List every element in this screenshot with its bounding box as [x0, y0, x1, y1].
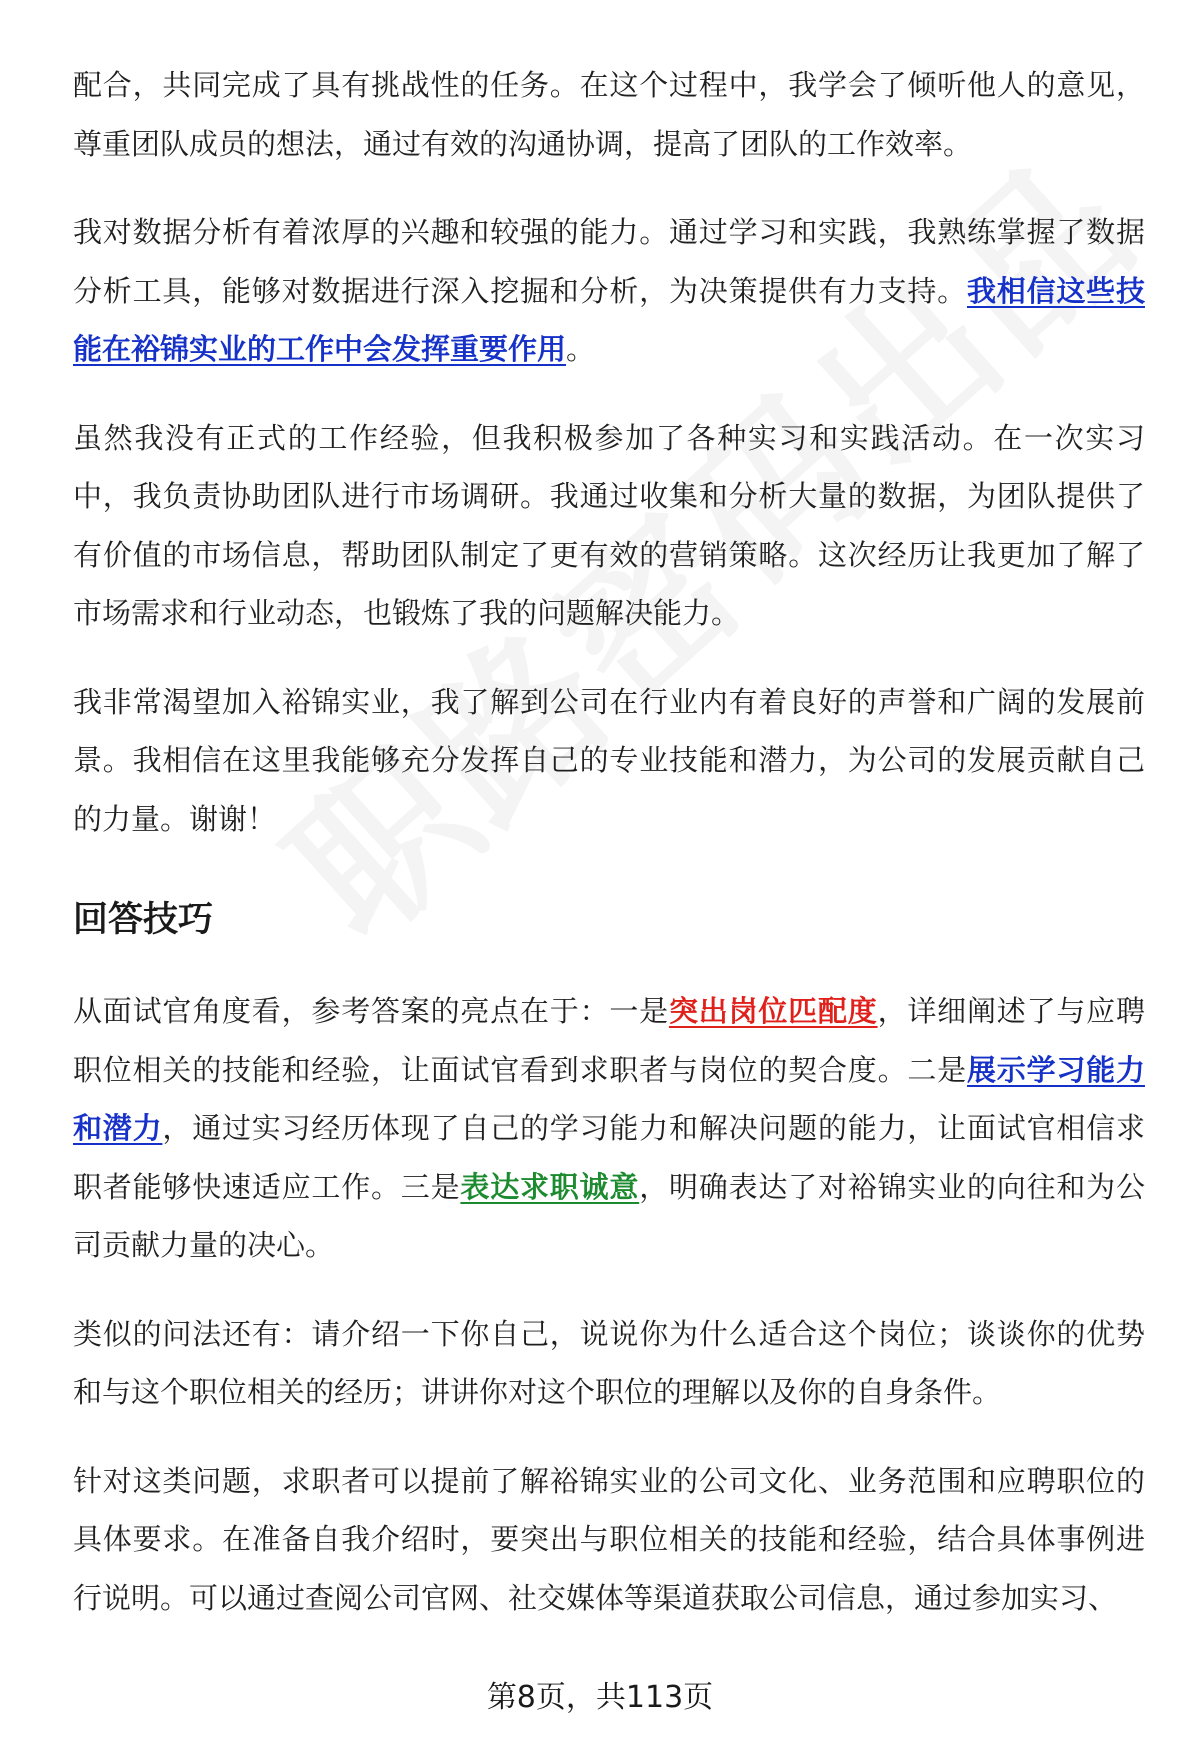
document-body	[73, 56, 1145, 1657]
paragraph-text: 类似的问法还有：请介绍一下你自己，说说你为什么适合这个岗位；谈谈你的优势和与这个职位相关的经历；讲讲你对这个职位的理解以及你的自身条件。	[73, 1316, 1145, 1409]
paragraph-text: 我非常渴望加入裕锦实业，我了解到公司在行业内有着良好的声誉和广阔的发展前景。我相信在这里我能够充分发挥自己的专业技能和潜力，为公司的发展贡献自己的力量。谢谢！	[73, 684, 1145, 836]
paragraph-text: 配合，共同完成了具有挑战性的任务。在这个过程中，我学会了倾听他人的意见，尊重团队成员的想法，通过有效的沟通协调，提高了团队的工作效率。	[73, 68, 1145, 161]
paragraph-text: ，详细阐述了与应聘职位相关的技能和经验，让面试官看到求职者与岗位的契合度。二是	[73, 994, 1145, 1087]
highlight-job-match: 突出岗位匹配度	[668, 994, 878, 1028]
highlight-sincerity: 表达求职诚意	[460, 1169, 640, 1204]
highlight-skills: 我相信这些技能在裕锦实业的工作中会发挥重要作用	[73, 273, 1145, 366]
paragraph-data-analysis	[73, 203, 1145, 379]
paragraph-advice	[73, 1452, 1145, 1628]
paragraph-tips	[73, 982, 1145, 1275]
paragraph-text: 从面试官角度看，参考答案的亮点在于：一是	[73, 994, 669, 1028]
section-heading: 回答技巧	[73, 900, 214, 940]
page-number: 第8页，共113页	[486, 1680, 714, 1715]
paragraph-text: ，通过实习经历体现了自己的学习能力和解决问题的能力，让面试官相信求职者能够快速适应工作。三是	[73, 1111, 1145, 1204]
paragraph-text: ，明确表达了对裕锦实业的向往和为公司贡献力量的决心。	[73, 1169, 1145, 1262]
paragraph-text: 我对数据分析有着浓厚的兴趣和较强的能力。通过学习和实践，我熟练掌握了数据分析工具，能够对数据进行深入挖掘和分析，为决策提供有力支持。	[73, 215, 1145, 308]
paragraph-similar-questions	[73, 1305, 1145, 1422]
highlight-learning-ability: 展示学习能力和潜力	[73, 1052, 1145, 1145]
paragraph-internship	[73, 409, 1145, 643]
paragraph-text: 针对这类问题，求职者可以提前了解裕锦实业的公司文化、业务范围和应聘职位的具体要求。在准备自我介绍时，要突出与职位相关的技能和经验，结合具体事例进行说明。可以通过查阅公司官网、社交媒体等渠道获取公司信息，通过参加实习、	[73, 1463, 1145, 1615]
paragraph-motivation	[73, 673, 1145, 849]
paragraph-text: 。	[566, 332, 596, 366]
paragraph-teamwork	[73, 56, 1145, 173]
paragraph-text: 虽然我没有正式的工作经验，但我积极参加了各种实习和实践活动。在一次实习中，我负责协助团队进行市场调研。我通过收集和分析大量的数据，为团队提供了有价值的市场信息，帮助团队制定了更有效的营销策略。这次经历让我更加了解了市场需求和行业动态，也锻炼了我的问题解决能力。	[73, 420, 1145, 630]
